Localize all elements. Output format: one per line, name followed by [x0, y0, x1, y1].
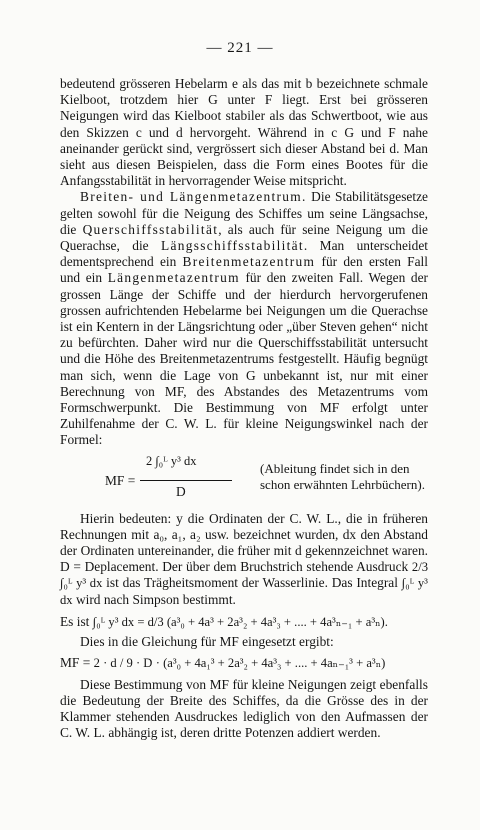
formula-mf-result — [60, 655, 428, 671]
text-run: Hierin bedeuten: y die Ordinaten der C. W. L., die in früheren Rechnungen mit a₀, a₁, a₂ usw. bezeichnet wurden, dx den Abstand der Ordinaten untereinander, die früher mit d gekennzeichnet waren. D = Deplacement. Der über dem Bruchstrich stehende Ausdruck — [60, 510, 428, 575]
formula-mf-lhs: MF = — [105, 472, 136, 488]
text-run: Die Stabilitätsgesetze gelten sowohl für die Neigung des Schiffes um seine Längsachse, die — [60, 189, 428, 237]
expression-integral: ∫₀ᴸ y³ dx — [60, 576, 428, 607]
expression-traegheitsmoment: 2/3 ∫₀ᴸ y³ dx — [60, 560, 428, 591]
formula-simpson-expr: ∫₀ᴸ y³ dx = d/3 (a³₀ + 4a³ + 2a³₂ + 4a³₃ + .... + 4a³ₙ₋₁ + a³ₙ). — [92, 614, 388, 629]
formula-result-lhs: MF = — [60, 655, 91, 671]
term-laengenmetazentrum: Längenmetazentrum — [107, 270, 240, 286]
formula-mf-denominator: D — [176, 483, 186, 499]
formula-mf — [60, 451, 428, 509]
paragraph-3 — [60, 511, 428, 608]
text-run: ist das Trägheitsmoment der Wasserlinie. Das Integral — [106, 575, 398, 591]
text-run: , als auch für seine Neigung um die Querachse, die — [60, 221, 428, 254]
formula-result-fraction: 2 · d / 9 · D — [93, 656, 153, 671]
text-run: für den zweiten Fall. Wegen der grossen Länge der Schiffe und der hierdurch hervorgerufenen grossen aufrichtenden Hebelarme bei Neigungen um die Querachse ist ein Kentern in der Längsrichtung oder „über Steven gehen“ nicht zu befürchten. Daher wird nur die Querschiffsstabilität untersucht und die Höhe des Breitenmetazentrums festgestellt. Häufig begnügt man sich, wenn die Lage von G unbekannt ist, nur mit einer Berechnung von MF, des Abstandes des Metazentrums vom Formschwerpunkt. Die Bestimmung von MF erfolgt unter Zuhilfenahme der C. W. L. für kleine Neigungswinkel nach der Formel: — [60, 270, 428, 448]
paragraph-2 — [60, 189, 428, 448]
formula-simpson-prefix: Es ist — [60, 613, 90, 629]
paragraph-1: bedeutend grösseren Hebelarm e als das mit b bezeichnete schmale Kielboot, trotzdem hier G unter F liegt. Erst bei grösseren Neigungen wird das Kielboot stabiler als das Schwertboot, wie aus den Skizzen c und d hervorgeht. Während in c G und F nahe aneinander gerückt sind, vergrössert sich dieser Abstand bei d. Man sieht aus diesen Beispielen, dass die Form eines Bootes für die Anfangsstabilität in hervorragender Weise mitspricht. — [60, 76, 428, 189]
term-breitenmetazentrum: Breitenmetazentrum — [182, 254, 316, 270]
text-run: wird nach Simpson bestimmt. — [75, 591, 236, 607]
term-querschiffsstabilitaet: Querschiffsstabilität — [82, 221, 219, 237]
paragraph-5: Diese Bestimmung von MF für kleine Neigungen zeigt ebenfalls die Bedeutung der Breite des Schiffes, da die Grösse des in der Klammer stehenden Ausdruckes lediglich von den Aufmassen der C. W. L. abhängig ist, deren dritte Potenzen addiert werden. — [60, 676, 428, 741]
text-run: für den ersten Fall und ein — [60, 254, 428, 286]
page-body — [60, 76, 428, 741]
formula-note: (Ableitung findet sich in den schon erwähnten Lehrbüchern). — [260, 460, 425, 492]
text-run: . Man unterscheidet dementsprechend ein — [60, 238, 428, 270]
formula-mf-numerator: 2 ∫₀ᴸ y³ dx — [146, 453, 197, 468]
formula-result-expr: · (a³₀ + 4a₁³ + 2a³₂ + 4a³₃ + .... + 4aₙ₋₁³ + a³ₙ) — [155, 656, 386, 671]
term-laengsschiffsstabilitaet: Längsschiffsstabilität — [161, 238, 304, 254]
page-number: — 221 — — [206, 40, 274, 56]
fraction-bar — [140, 480, 232, 481]
paragraph-4: Dies in die Gleichung für MF eingesetzt ergibt: — [80, 634, 334, 650]
formula-simpson — [60, 614, 428, 630]
section-heading: Breiten- und Längenmetazentrum. — [80, 189, 307, 205]
